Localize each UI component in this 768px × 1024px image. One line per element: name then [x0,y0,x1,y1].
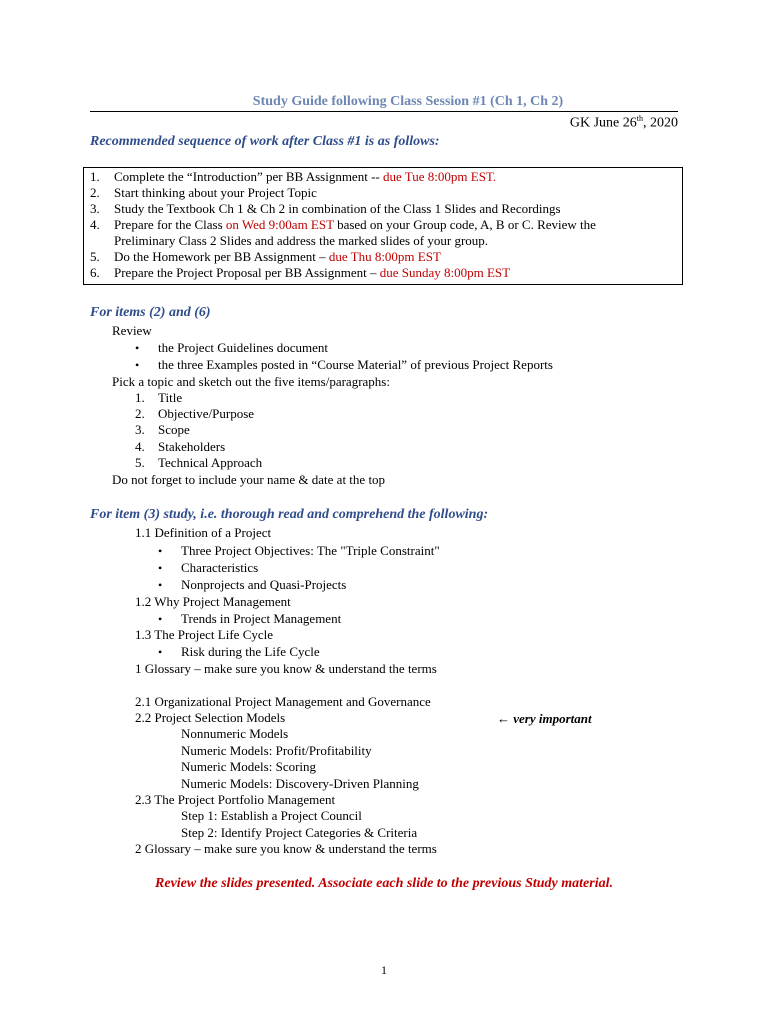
list-item: • Risk during the Life Cycle [181,644,320,660]
section-2-3: 2.3 The Project Portfolio Management [135,792,336,807]
list-item: • Nonprojects and Quasi-Projects [181,577,346,593]
sequence-item: 5. Do the Homework per BB Assignment – due Thu 8:00pm EST [90,249,441,264]
list-item: Numeric Models: Profit/Profitability [181,743,372,758]
list-item: 5. Technical Approach [135,455,263,470]
sequence-item: 2. Start thinking about your Project Topic [90,185,317,200]
section-1-2: 1.2 Why Project Management [135,594,291,609]
title-rule [90,111,678,112]
list-item: Numeric Models: Discovery-Driven Planning [181,776,419,791]
section-1-3: 1.3 The Project Life Cycle [135,627,274,642]
glossary-1: 1 Glossary – make sure you know & understand the terms [135,661,437,676]
list-item: • Three Project Objectives: The "Triple Constraint" [181,543,440,559]
list-item: Numeric Models: Scoring [181,759,317,774]
sequence-item: Preliminary Class 2 Slides and address the marked slides of your group. [114,233,489,248]
pick-topic-text: Pick a topic and sketch out the five items/paragraphs: [112,374,390,389]
list-item: • the Project Guidelines document [158,340,328,356]
closing-instruction: Review the slides presented. Associate each slide to the previous Study material. [155,876,613,891]
section-2-2: 2.2 Project Selection Models [135,710,286,725]
list-item: Nonnumeric Models [181,726,289,741]
glossary-2: 2 Glossary – make sure you know & understand the terms [135,841,437,856]
list-item: 3. Scope [135,422,190,437]
section-1-1: 1.1 Definition of a Project [135,525,272,540]
sequence-item: 4. Prepare for the Class on Wed 9:00am EST based on your Group code, A, B or C. Review the [90,217,596,232]
page-number: 1 [381,963,387,977]
list-item: 2. Objective/Purpose [135,406,255,421]
item-3-heading: For item (3) study, i.e. thorough read and comprehend the following: [90,507,489,522]
author-date: GK June 26th, 2020 [569,114,678,131]
document-title: Study Guide following Class Session #1 (Ch 1, Ch 2) [252,94,564,109]
sequence-item: 1. Complete the “Introduction” per BB Assignment -- due Tue 8:00pm EST. [90,169,497,184]
items-2-6-heading: For items (2) and (6) [90,305,211,320]
list-item: • Trends in Project Management [181,611,341,627]
sequence-item: 3. Study the Textbook Ch 1 & Ch 2 in combination of the Class 1 Slides and Recordings [90,201,561,216]
list-item: Step 1: Establish a Project Council [181,808,362,823]
list-item: • the three Examples posted in “Course Material” of previous Project Reports [158,357,553,373]
list-item: 4. Stakeholders [135,439,226,454]
list-item: Step 2: Identify Project Categories & Criteria [181,825,418,840]
list-item: 1. Title [135,390,183,405]
section-2-1: 2.1 Organizational Project Management and Governance [135,694,431,709]
review-label: Review [112,323,152,338]
list-item: • Characteristics [181,560,258,576]
very-important-note: ← very important [497,711,592,726]
sequence-box [83,167,683,285]
reminder-text: Do not forget to include your name & date at the top [112,472,386,487]
sequence-item: 6. Prepare the Project Proposal per BB Assignment – due Sunday 8:00pm EST [90,265,511,280]
sequence-heading: Recommended sequence of work after Class #1 is as follows: [90,134,440,149]
